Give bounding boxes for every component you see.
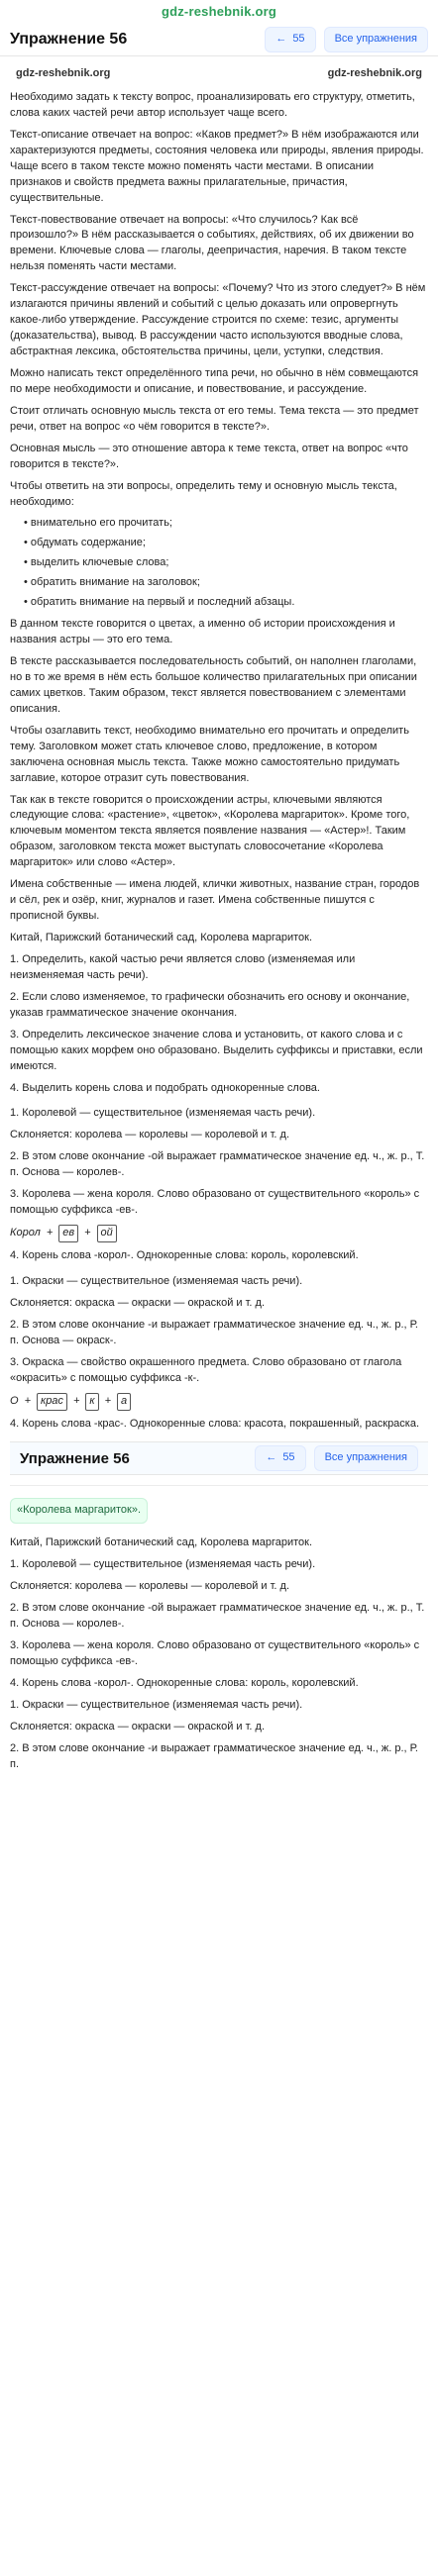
all-exercises-button[interactable] [324,27,428,52]
arrow-left-icon: ← [266,1451,277,1464]
morpheme-token-ending: а [117,1393,131,1411]
answer-line: 3. Окраска — свойство окрашенного предмета. Слово образовано от глагола «окрасить» с помощью суффикса -к-. [10,1355,402,1384]
reasoning-paragraph: Текст-рассуждение отвечает на вопросы: «Почему? Что из этого следует?» В нём излагаются причины явлений и событий с целью доказать или опровергнуть какое-либо утверждение. Рассуждение строится по схеме: тезис, аргументы (доказательства), вывод. В рассуждении часто используются вводные слова, абстрактная лексика, обстоятельства причины, цели, уступки, следствия. [10,282,426,357]
how-paragraph: Чтобы ответить на эти вопросы, определить тему и основную мысль текста, необходимо: [10,479,397,508]
answer-line: Склоняется: королева — королевы — королевой и т. д. [10,1129,290,1141]
prev-button[interactable] [265,27,315,52]
morpheme-token: + [46,1227,54,1239]
section-2-line: Склоняется: окраска — окраски — окраской и т. д. [10,1720,266,1733]
task-4: 4. Выделить корень слова и подобрать однокоренные слова. [10,1081,320,1094]
section-2-header [10,1441,428,1475]
morpheme-token-suffix: ев [58,1225,78,1242]
section-2-title: Упражнение 56 [20,1449,130,1467]
section-2-line: 3. Королева — жена короля. Слово образовано от существительного «король» с помощью суффикса -ев-. [10,1639,420,1667]
title-paragraph: Чтобы озаглавить текст, необходимо внимательно его прочитать и определить тему. Заголовком может стать ключевое слово, предложение, в котором заключена основная мысль текста. Также можно самостоятельно придумать заглавие, которое отразит суть повествования. [10,724,409,784]
section-2-all-button[interactable] [314,1445,418,1471]
bullet-item: • обратить внимание на первый и последний абзацы. [24,596,295,609]
keywords-paragraph: Так как в тексте говорится о происхождении астры, ключевыми являются следующие слова: «растение», «цветок», «Королева маргариток». Кроме того, ключевым моментом текста является появление названия — «Астер»!. Таким образом, заголовком текста может выступать словосочетание «Королева маргариток» или слово «Астер». [10,793,410,869]
watermark: gdz-reshebnik.org [16,67,111,79]
answer-block-1 [10,1106,428,1264]
bullet-item: • выделить ключевые слова; [24,556,169,569]
header-nav [265,27,428,52]
answer-block-2 [10,1274,428,1433]
page-title: Упражнение 56 [10,31,128,49]
story-paragraph: В тексте рассказывается последовательность событий, он наполнен глаголами, но в то же время в нём есть большое количество прилагательных при описании самих цветков. Таким образом, текст является повествованием с элементами описания. [10,655,417,715]
description-paragraph: Текст-описание отвечает на вопрос: «Каков предмет?» В нём изображаются или характеризуются предметы, состояния человека или природы, явления природы. Чаще всего в таком тексте можно поменять части местами. В описании признаков и свойств предмета важны прилагательные, причастия, существительные. [10,128,424,204]
bullet-text: обратить внимание на заголовок; [30,576,200,589]
narration-paragraph: Текст-повествование отвечает на вопросы: «Что случилось? Как всё произошло?» В нём рассказывается о событиях, действиях, об их движении во времени. Ключевые слова — глаголы, деепричастия, наречия. В таком тексте нельзя поменять части местами. [10,213,414,273]
section-2-prev-label: 55 [282,1451,295,1464]
morpheme-token: + [104,1394,112,1407]
task-3: 3. Определить лексическое значение слова и установить, от какого слова и с помощью каких морфем оно образовано. Выделить суффиксы и приставки, если имеются. [10,1028,423,1072]
bullet-text: обратить внимание на первый и последний абзацы. [30,596,295,609]
section-2-all-label: Все упражнения [324,1451,407,1464]
bullet-list [24,516,428,611]
section-2-content [10,1485,428,1772]
task-1: 1. Определить, какой частью речи является слово (изменяемая или неизменяемая часть речи). [10,952,356,981]
section-2-prev-button[interactable] [255,1445,305,1471]
answer-line: 1. Окраски — существительное (изменяемая часть речи). [10,1274,303,1287]
section-2-line: Китай, Парижский ботанический сад, Королева маргариток. [10,1536,313,1549]
bullet-item: • обратить внимание на заголовок; [24,576,200,589]
watermark: gdz-reshebnik.org [327,67,422,79]
all-exercises-label: Все упражнения [334,33,417,46]
site-watermark-top: gdz-reshebnik.org [161,3,277,19]
section-2-nav [255,1445,418,1471]
bullet-text: выделить ключевые слова; [30,556,169,569]
content [0,56,438,1787]
bullet-item: • внимательно его прочитать; [24,517,172,530]
flowers-paragraph: В данном тексте говорится о цветах, а именно об истории происхождения и названия астры — это его тема. [10,618,395,646]
answer-line: 4. Корень слова -крас-. Однокоренные слова: красота, покрашенный, раскраска. [10,1417,420,1430]
bullet-text: внимательно его прочитать; [30,517,172,530]
answer-line: 1. Королевой — существительное (изменяемая часть речи). [10,1107,316,1120]
morpheme-token: + [84,1227,91,1239]
task-2: 2. Если слово изменяемое, то графически обозначить его основу и окончание, указав грамматическое значение окончания. [10,990,410,1019]
answer-line: Склоняется: окраска — окраски — окраской и т. д. [10,1296,266,1309]
morpheme-token: + [72,1394,80,1407]
bullet-item: • обдумать содержание; [24,537,146,549]
mix-paragraph: Можно написать текст определённого типа речи, но обычно в нём совмещаются по мере необходимости и описание, и повествование, и рассуждение. [10,366,419,395]
green-hint [10,1498,148,1524]
arrow-left-icon: ← [275,33,287,46]
watermarks [10,64,428,84]
answer-line: 2. В этом слове окончание -и выражает грамматическое значение ед. ч., ж. р., Р. п. Основа — окраск-. [10,1318,418,1346]
morpheme-token-root: крас [37,1393,67,1411]
morpheme-token: + [24,1394,31,1407]
examples-paragraph: Китай, Парижский ботанический сад, Королева маргариток. [10,932,313,943]
answer-line: 4. Корень слова -корол-. Однокоренные слова: король, королевский. [10,1249,359,1261]
intro-paragraph: Необходимо задать к тексту вопрос, проанализировать его структуру, отметить, слова каких частей речи автор использует чаще всего. [10,90,415,119]
morpheme-token-suffix: к [85,1393,98,1411]
section-2-line: 2. В этом слове окончание -ой выражает грамматическое значение ед. ч., ж. р., Т. п. Основа — королев-. [10,1602,425,1631]
section-2-line: 1. Королевой — существительное (изменяемая часть речи). [10,1558,316,1571]
morpheme-token: Корол [10,1227,41,1239]
morpheme-tokens [10,1225,428,1242]
header [0,24,438,56]
answer-line: 3. Королева — жена короля. Слово образовано от существительного «король» с помощью суффикса -ев-. [10,1188,420,1217]
main-idea-paragraph: Основная мысль — это отношение автора к теме текста, ответ на вопрос «что говорится в тексте?». [10,442,408,470]
proper-names-paragraph: Имена собственные — имена людей, клички животных, название стран, городов и сёл, рек и озёр, книг, журналов и газет. Имена собственные пишутся с прописной буквы. [10,878,420,923]
bullet-text: обдумать содержание; [30,537,146,549]
section-2-line: 1. Окраски — существительное (изменяемая часть речи). [10,1698,303,1711]
theme-paragraph: Стоит отличать основную мысль текста от его темы. Тема текста — это предмет речи, ответ на вопрос «о чём говорится в тексте?». [10,404,419,433]
morpheme-token: О [10,1394,19,1407]
answer-line: 2. В этом слове окончание -ой выражает грамматическое значение ед. ч., ж. р., Т. п. Основа — королев-. [10,1150,425,1179]
morpheme-tokens [10,1393,428,1411]
section-2-line: Склоняется: королева — королевы — королевой и т. д. [10,1580,290,1593]
prev-label: 55 [292,33,305,46]
section-2-line: «Королева маргариток». [17,1504,142,1517]
section-2-line: 2. В этом слове окончание -и выражает грамматическое значение ед. ч., ж. р., Р. п. [10,1741,418,1770]
section-2-line: 4. Корень слова -корол-. Однокоренные слова: король, королевский. [10,1676,359,1689]
morpheme-token-ending: ой [97,1225,117,1242]
